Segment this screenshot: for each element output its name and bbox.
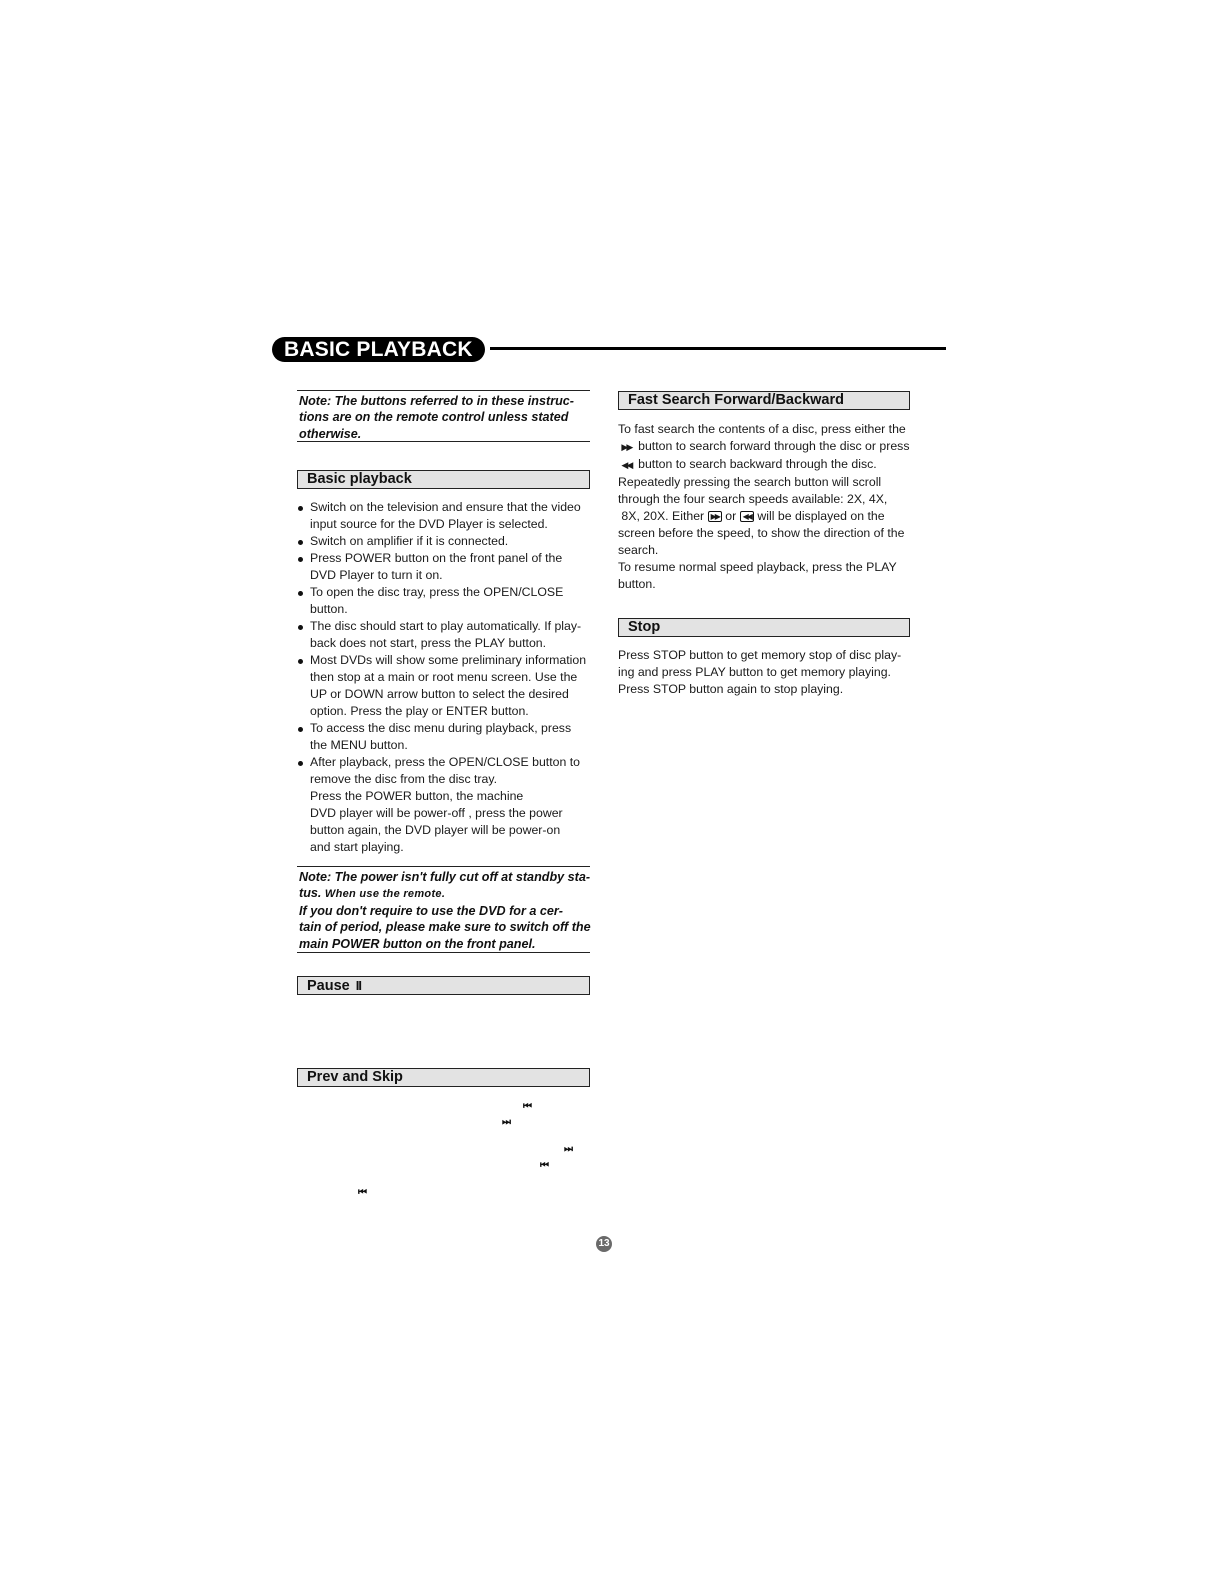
title-rule <box>490 347 946 350</box>
prev-track-icon: ⏮ <box>523 1101 531 1112</box>
fast-forward-icon: ▶▶ <box>621 442 632 452</box>
section-heading-fast-search: Fast Search Forward/Backward <box>618 391 910 410</box>
rewind-icon: ◀◀ <box>740 511 754 522</box>
next-track-icon: ⏭ <box>564 1144 572 1155</box>
list-item: After playback, press the OPEN/CLOSE button to remove the disc from the disc tray. Press the POWER button, the machine DVD player will be power-off , press the power button again, the DVD player will be power-on and start playing. <box>298 754 603 856</box>
list-item: Most DVDs will show some preliminary information then stop at a main or root menu screen. Use the UP or DOWN arrow button to select the desired option. Press the play or ENTER button. <box>298 652 603 720</box>
list-item: Switch on the television and ensure that the video input source for the DVD Player is selected. <box>298 499 603 533</box>
basic-playback-list <box>298 499 603 856</box>
bullet-icon <box>298 557 303 562</box>
list-item: To access the disc menu during playback, press the MENU button. <box>298 720 603 754</box>
stop-text: Press STOP button to get memory stop of disc play- ing and press PLAY button to get memory playing. Press STOP button again to stop playing. <box>618 648 902 696</box>
section-heading-stop: Stop <box>618 618 910 637</box>
note-remote: Note: The buttons referred to in these instruc- tions are on the remote control unless stated otherwise. <box>299 394 574 441</box>
divider <box>297 866 590 867</box>
rewind-icon: ◀◀ <box>621 460 632 470</box>
page-title: BASIC PLAYBACK <box>272 337 485 362</box>
divider <box>297 441 590 442</box>
list-item: To open the disc tray, press the OPEN/CLOSE button. <box>298 584 603 618</box>
note-power: Note: The power isn't fully cut off at standby sta- tus. When use the remote. If you don't require to use the DVD for a cer- tain of period, please make sure to switch off the main POWER button on the front panel. <box>299 870 591 951</box>
bullet-icon <box>298 727 303 732</box>
bullet-icon <box>298 591 303 596</box>
next-track-icon: ⏭ <box>502 1117 510 1128</box>
bullet-icon <box>298 625 303 630</box>
divider <box>297 952 590 953</box>
divider <box>297 390 590 391</box>
list-item: Switch on amplifier if it is connected. <box>298 533 603 550</box>
page-number-badge: 13 <box>596 1236 612 1252</box>
pause-icon: II <box>355 978 361 993</box>
prev-track-icon: ⏮ <box>358 1187 366 1198</box>
list-item: The disc should start to play automatically. If play- back does not start, press the PLAY button. <box>298 618 603 652</box>
bullet-icon <box>298 540 303 545</box>
prev-track-icon: ⏮ <box>540 1160 548 1171</box>
fast-forward-icon: ▶▶ <box>708 511 722 522</box>
section-heading-pause: Pause II <box>297 976 590 995</box>
bullet-icon <box>298 506 303 511</box>
bullet-icon <box>298 659 303 664</box>
section-heading-prev-skip: Prev and Skip <box>297 1068 590 1087</box>
bullet-icon <box>298 761 303 766</box>
list-item: Press POWER button on the front panel of the DVD Player to turn it on. <box>298 550 603 584</box>
section-heading-basic-playback: Basic playback <box>297 470 590 489</box>
fast-search-text: To fast search the contents of a disc, press either the ▶▶ button to search forward through the disc or press ◀◀ button to search backward through the disc. Repeatedly pressing the search button will scroll through the four search speeds available: 2X, 4X, 8X, 20X. Either ▶▶ or ◀◀ will be displayed on the screen before the speed, to show the direction of the search. To resume normal speed playback, press the PLAY button. <box>618 422 910 591</box>
